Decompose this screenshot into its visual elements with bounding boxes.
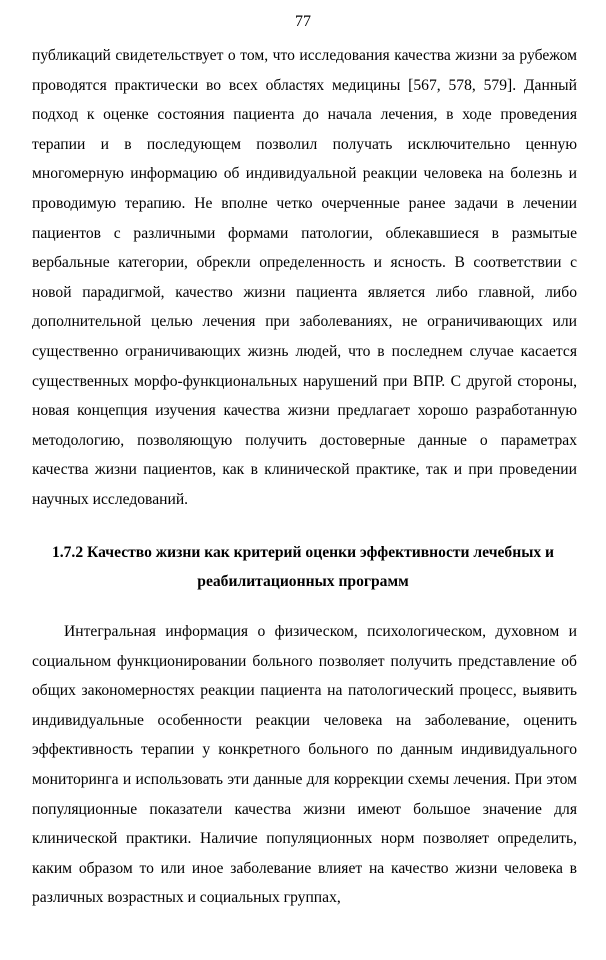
page-number: 77 [295,13,311,30]
paragraph-integral-information: Интегральная информация о физическом, психологическом, духовном и социальном функционировании больного позволяет получить представление об общих закономерностях реакции пациента на патологический процесс, выявить индивидуальные особенности реакции человека на заболевание, оценить эффективность терапии у конкретного больного по данным индивидуального мониторинга и использовать эти данные для коррекции схемы лечения. При этом популяционные показатели качества жизни имеют большое значение для клинической практики. Наличие популяционных норм позволяет определить, каким образом то или иное заболевание влияет на качество жизни человека в различных возрастных и социальных группах, [32,623,577,907]
paragraph-continuation: публикаций свидетельствует о том, что исследования качества жизни за рубежом проводятся практически во всех областях медицины [567, 578, 579]. Данный подход к оценке состояния пациента до начала лечения, в ходе проведения терапии и в последующем позволил получать исключительно ценную многомерную информацию об индивидуальной реакции человека на болезнь и проводимую терапию. Не вполне четко очерченные ранее задачи в лечении пациентов с различными формами патологии, облекавшиеся в размытые вербальные категории, обрекли определенность и ясность. В соответствии с новой парадигмой, качество жизни пациента является либо главной, либо дополнительной целью лечения при заболеваниях, не ограничивающих или существенно ограничивающих жизнь людей, что в последнем случае касается существенных морфо-функциональных нарушений при ВПР. С другой стороны, новая концепция изучения качества жизни предлагает хорошо разработанную методологию, позволяющую получить достоверные данные о параметрах качества жизни пациентов, как в клинической практике, так и при проведении научных исследований. [32,47,577,508]
section-heading: 1.7.2 Качество жизни как критерий оценки эффективности лечебных и реабилитационных программ [51,544,555,590]
